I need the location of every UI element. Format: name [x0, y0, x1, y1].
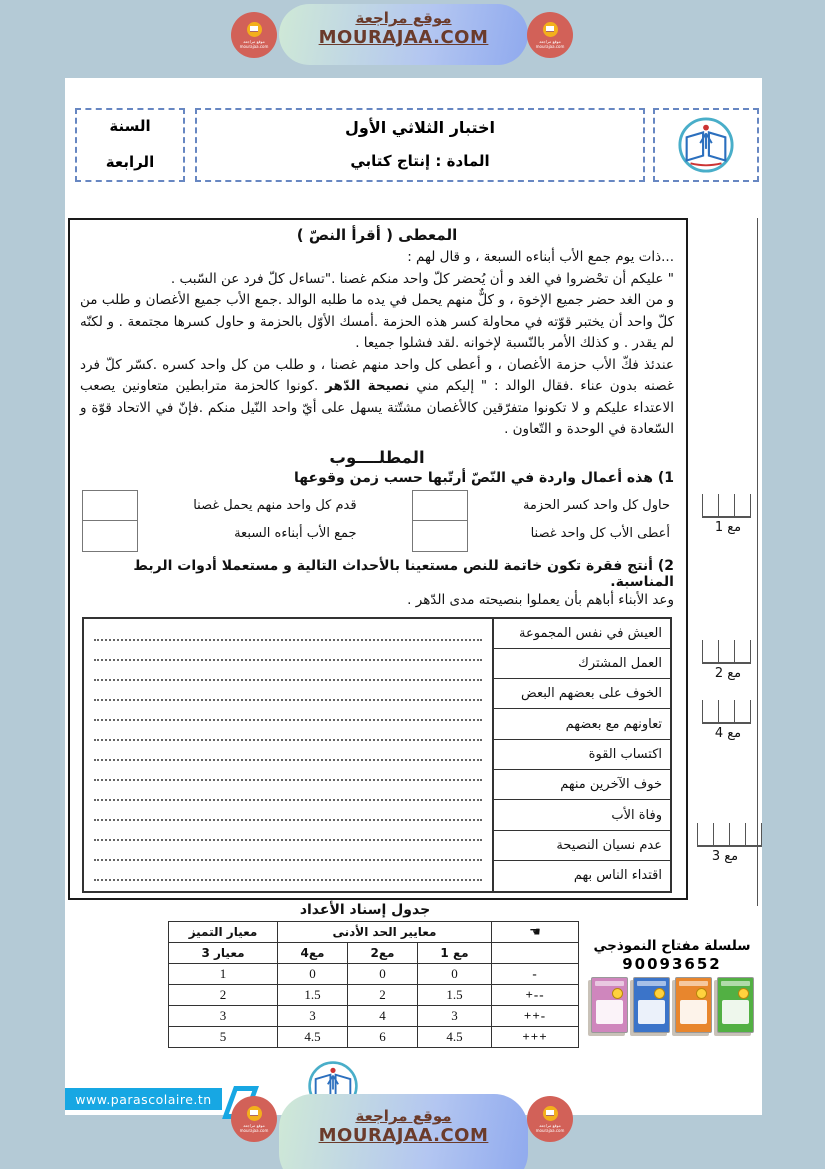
- hint-label: العمل المشترك: [494, 649, 670, 679]
- question2-subline: وعد الأبناء أباهم بأن يعملوا بنصيحته مدى الدّهر .: [407, 591, 674, 608]
- score-cell: 1: [169, 964, 278, 985]
- site-name-arabic: موقع مراجعة: [355, 9, 452, 27]
- score-tally-box: [702, 640, 751, 664]
- writing-table: [82, 617, 672, 893]
- q1-column-left: [193, 490, 356, 541]
- story-paragraph: [80, 355, 674, 441]
- question1-label: 1) هذه أعمال واردة في النّصّ أرتّبها حسب زمن وقوعها: [294, 469, 674, 486]
- writing-line: [94, 807, 482, 821]
- badge-text-domain: mourajaa.com: [535, 1127, 565, 1133]
- year-label: السنة: [109, 117, 151, 135]
- grading-row: [169, 1027, 579, 1048]
- score-cell: 1.5: [418, 985, 492, 1006]
- criterion-mark-label: مع 3: [711, 849, 739, 864]
- hint-label: الخوف على بعضهم البعض: [494, 679, 670, 709]
- site-banner[interactable]: [279, 4, 528, 65]
- book-icon: [247, 22, 262, 37]
- score-cell: 4.5: [418, 1027, 492, 1048]
- score-cell: 5: [169, 1027, 278, 1048]
- answer-order-box: [82, 490, 138, 552]
- column-header: مع 1: [418, 943, 492, 964]
- answer-order-box: [412, 490, 468, 552]
- year-value: الرابعة: [105, 153, 155, 171]
- score-cell: 6: [348, 1027, 418, 1048]
- grading-table-title: جدول إسناد الأعداد: [299, 902, 431, 918]
- grading-row: [169, 964, 579, 985]
- story-text: عندئذ فكّ الأب حزمة الأغصان ، و أعطى كل واحد منهم غصنا ، و طلب من كل واحد كسره .كسّر كلّ فرد غصنه بدون عناء .فقال الوالد : " إليكم مني: [80, 356, 674, 394]
- score-tally-box: [702, 494, 751, 518]
- school-logo-box: [653, 108, 759, 182]
- badge-text-domain: mourajaa.com: [239, 43, 269, 49]
- writing-line: [94, 627, 482, 641]
- q1-item: قدم كل واحد منهم يحمل غصنا: [193, 497, 357, 513]
- column-header: مع4: [278, 943, 348, 964]
- book-icon: [543, 22, 558, 37]
- criterion-mark-label: مع 1: [714, 520, 742, 535]
- site-domain-link[interactable]: MOURAJAA.COM: [318, 27, 489, 48]
- hint-label: تعاونهم مع بعضهم: [494, 709, 670, 739]
- q1-column-right: [523, 490, 670, 541]
- q1-item: جمع الأب أبناءه السبعة: [234, 525, 357, 541]
- hint-labels-column: [492, 619, 670, 891]
- q1-item: أعطى الأب كل واحد غصنا: [530, 525, 670, 541]
- writing-line: [94, 727, 482, 741]
- writing-lines-area: [84, 619, 492, 891]
- score-cell: 4.5: [278, 1027, 348, 1048]
- story-paragraph: و من الغد حضر جميع الإخوة ، و كلٌّ منهم يحمل في يده ما طلبه الوالد .جمع الأب جميع الأغصان و طلب من كلّ واحد أن يختبر قوّته في محاولة كسر هذه الحزمة .أمسك الأوّل بالحزمة و حاول كسرها مجتمعة . و لكنّه لم يقدر . و كذلك الأمر بالنّسبة لإخوانه .لقد فشلوا جميعا .: [80, 292, 674, 351]
- level-symbol: -: [492, 964, 579, 985]
- badge-text-domain: mourajaa.com: [239, 1127, 269, 1133]
- given-heading: المعطى ( أقرأ النصّ ): [296, 226, 458, 244]
- website-url-bar[interactable]: www.parascolaire.tn: [65, 1088, 222, 1110]
- score-cell: 0: [278, 964, 348, 985]
- exam-title-box: [195, 108, 645, 182]
- book-covers-row: [583, 977, 761, 1033]
- writing-line: [94, 647, 482, 661]
- badge-text-domain: mourajaa.com: [535, 43, 565, 49]
- year-box: [75, 108, 185, 182]
- writing-line: [94, 687, 482, 701]
- level-symbol: +++: [492, 1027, 579, 1048]
- exam-title: اختبار الثلاثي الأول: [344, 118, 496, 137]
- mourajaa-badge[interactable]: [231, 1096, 277, 1142]
- tasks-heading: المطلــــوب: [329, 447, 425, 467]
- writing-line: [94, 707, 482, 721]
- score-tally-box: [697, 823, 762, 847]
- grading-row: [169, 1006, 579, 1027]
- score-cell: 0: [418, 964, 492, 985]
- level-symbol: ++-: [492, 1006, 579, 1027]
- story-text: .كونوا كالحزمة مترابطين متعاونين يصعب الاعتداء عليكم و لا تكونوا متفرّقين كالأغصان مشتّتة يسهل على أيّ واحد النّيل منكم .فإنّ في الاتحاد قوّة و السّعادة في الوحدة و التّعاون .: [80, 378, 674, 437]
- hint-label: عدم نسيان النصيحة: [494, 831, 670, 861]
- grading-table: [168, 921, 579, 1048]
- column-header: مع2: [348, 943, 418, 964]
- min-criteria-header: معايير الحد الأدنى: [278, 922, 492, 943]
- book-icon: [247, 1106, 262, 1121]
- hint-label: وفاة الأب: [494, 800, 670, 830]
- criterion-mark-label: مع 2: [714, 666, 742, 681]
- book-icon: [543, 1106, 558, 1121]
- book-cover: [717, 977, 754, 1033]
- hint-label: اكتساب القوة: [494, 740, 670, 770]
- book-cover: [633, 977, 670, 1033]
- pointer-hand-icon: ☚: [492, 922, 579, 943]
- writing-line: [94, 767, 482, 781]
- advice-bold-text: نصيحة الدّهر: [325, 378, 410, 394]
- score-margin-line: [757, 218, 758, 906]
- site-banner[interactable]: [279, 1094, 528, 1169]
- column-header: معيار 3: [169, 943, 278, 964]
- score-cell: 0: [348, 964, 418, 985]
- hint-label: العيش في نفس المجموعة: [494, 619, 670, 649]
- badge-text-ar: موقع مراجعة: [243, 38, 265, 44]
- writing-line: [94, 847, 482, 861]
- question2-label: 2) أنتج فقرة تكون خاتمة للنص مستعينا بالأحداث التالية و مستعملا أدوات الربط المناسبة.: [133, 557, 674, 590]
- score-cell: 2: [169, 985, 278, 1006]
- score-tally-box: [702, 700, 751, 724]
- badge-text-ar: موقع مراجعة: [243, 1122, 265, 1128]
- series-title: سلسلة مفتاح النموذجي: [593, 938, 751, 954]
- score-cell: 3: [169, 1006, 278, 1027]
- level-symbol: +--: [492, 985, 579, 1006]
- story-paragraph: ...ذات يوم جمع الأب أبناءه السبعة ، و قال لهم :: [407, 249, 674, 265]
- parascolaire-logo-icon: [677, 116, 735, 174]
- exam-body: [68, 218, 688, 900]
- badge-text-ar: موقع مراجعة: [539, 38, 561, 44]
- writing-line: [94, 867, 482, 881]
- site-name-arabic: موقع مراجعة: [355, 1107, 452, 1125]
- mourajaa-badge[interactable]: [527, 12, 573, 58]
- mourajaa-badge[interactable]: [527, 1096, 573, 1142]
- score-cell: 2: [348, 985, 418, 1006]
- score-cell: 3: [418, 1006, 492, 1027]
- book-series-ad: [583, 938, 761, 1033]
- score-cell: 3: [278, 1006, 348, 1027]
- book-cover: [675, 977, 712, 1033]
- grading-row: [169, 985, 579, 1006]
- mourajaa-badge[interactable]: [231, 12, 277, 58]
- question1-answers: [82, 490, 670, 552]
- hint-label: خوف الآخرين منهم: [494, 770, 670, 800]
- book-cover: [591, 977, 628, 1033]
- subject-line: المادة : إنتاج كتابي: [350, 152, 490, 170]
- hint-label: اقتداء الناس بهم: [573, 868, 662, 884]
- site-domain-link[interactable]: MOURAJAA.COM: [318, 1125, 489, 1146]
- writing-line: [94, 667, 482, 681]
- writing-line: [94, 787, 482, 801]
- writing-line: [94, 747, 482, 761]
- writing-line: [94, 827, 482, 841]
- score-cell: 4: [348, 1006, 418, 1027]
- story-paragraph: " عليكم أن تحْضروا في الغد و أن يُحضر كلّ واحد منكم غصنا ."تساءل كلّ فرد عن السّبب .: [170, 270, 674, 287]
- phone-number: 90093652: [622, 955, 722, 973]
- score-cell: 1.5: [278, 985, 348, 1006]
- q1-item: حاول كل واحد كسر الحزمة: [522, 497, 670, 513]
- badge-text-ar: موقع مراجعة: [539, 1122, 561, 1128]
- criterion-mark-label: مع 4: [714, 726, 742, 741]
- excellence-header: معيار التميز: [169, 922, 278, 943]
